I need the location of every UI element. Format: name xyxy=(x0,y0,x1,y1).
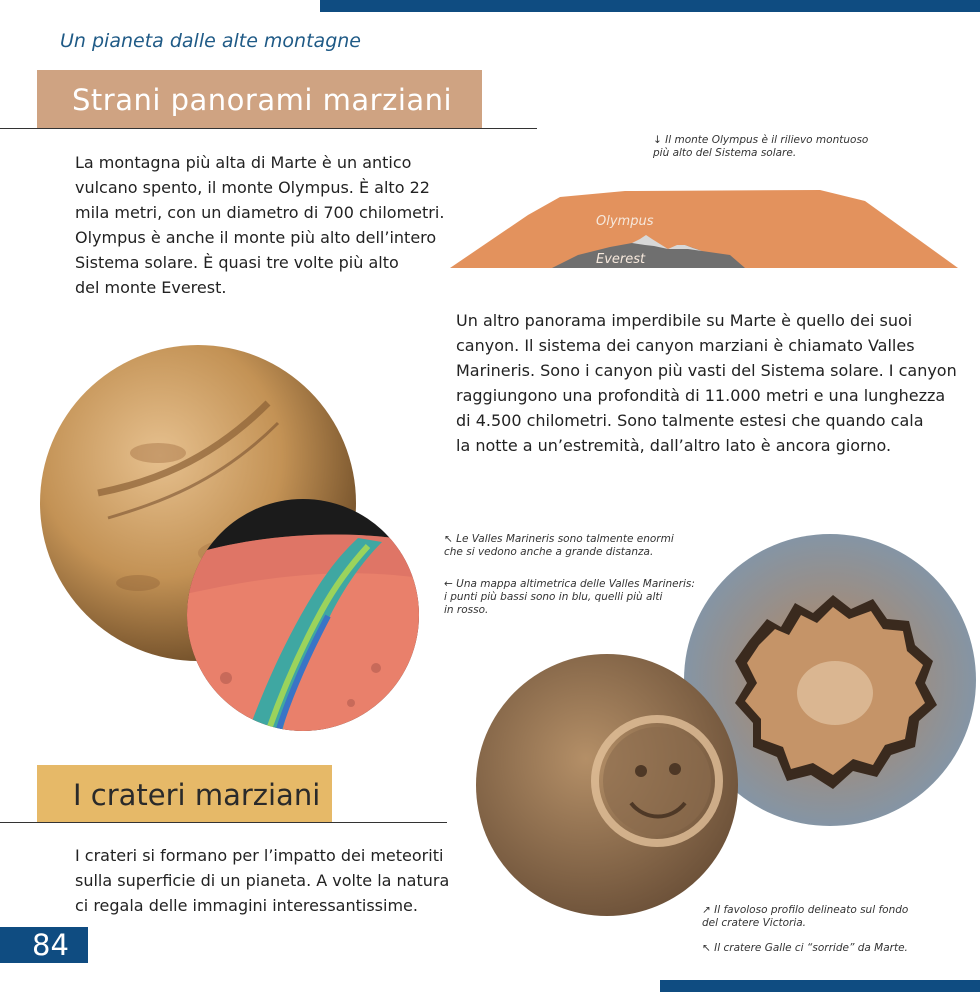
galle-caption: ↖ Il cratere Galle ci “sorride” da Marte. xyxy=(702,942,908,954)
craters-paragraph: I crateri si formano per l’impatto dei meteoriti sulla superficie di un pianeta. A volte la natura ci regala delle immagini interessantissime. xyxy=(75,846,450,915)
altimetric-caption: ← Una mappa altimetrica delle Valles Marineris: i punti più bassi sono in blu, quelli più alti in rosso. xyxy=(444,578,695,616)
olympus-paragraph: La montagna più alta di Marte è un antico vulcano spento, il monte Olympus. È alto 22 mila metri, con un diametro di 700 chilometri. Olympus è anche il monte più alto dell’intero Sistema solare. È quasi tre volte più alto del monte Everest. xyxy=(75,153,445,297)
page-number-badge xyxy=(0,927,88,963)
section-title-banner xyxy=(37,70,482,128)
victoria-caption: ↗ Il favoloso profilo delineato sul fondo del cratere Victoria. xyxy=(702,904,909,929)
valles-caption: ↖ Le Valles Marineris sono talmente enormi che si vedono anche a grande distanza. xyxy=(444,533,674,558)
page-number: 84 xyxy=(32,928,69,962)
bottom-accent-bar xyxy=(660,980,980,992)
galle-crater-image xyxy=(475,653,739,917)
section-divider xyxy=(0,128,537,129)
olympus-label: Olympus xyxy=(596,214,654,229)
valles-paragraph: Un altro panorama imperdibile su Marte è quello dei suoi canyon. Il sistema dei canyon marziani è chiamato Valles Marineris. Sono i canyon più vasti del Sistema solare. I canyon raggiungono una profondità di 11.000 metri e una lunghezza di 4.500 chilometri. Sono talmente estesi che quando cala la notte a un’estremità, dall’altro lato è ancora giorno. xyxy=(456,311,957,455)
craters-divider xyxy=(0,822,447,823)
mountain-comparison-diagram xyxy=(440,185,965,275)
chapter-kicker: Un pianeta dalle alte montagne xyxy=(60,30,361,52)
altimetric-map-image xyxy=(186,498,420,732)
mountain-caption: ↓ Il monte Olympus è il rilievo montuoso più alto del Sistema solare. xyxy=(653,134,869,159)
craters-title-banner xyxy=(37,765,332,822)
section-title: Strani panorami marziani xyxy=(72,83,453,117)
craters-title: I crateri marziani xyxy=(73,778,321,812)
everest-label: Everest xyxy=(596,252,646,267)
top-accent-bar xyxy=(320,0,980,12)
